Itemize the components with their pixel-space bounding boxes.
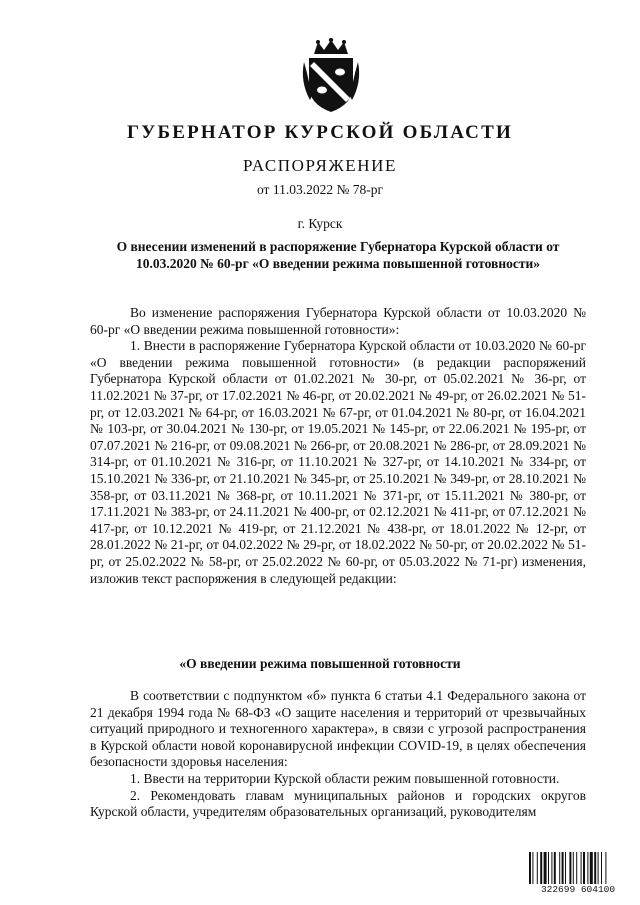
subitem-1-paragraph: 1. Ввести на территории Курской области режим повышенной готовности.	[130, 770, 560, 786]
quoted-title: «О введении режима повышенной готовности	[179, 656, 461, 671]
basis-paragraph: В соответствии с подпунктом «б» пункта 6 статьи 4.1 Федерального закона от 21 декабря 1994 года № 68-ФЗ «О защите населения и территорий от чрезвычайных ситуаций природного и техногенного характера», в связи с угрозой распространения в Курской области новой коронавирусной инфекции COVID-19, в целях обеспечения безопасности здоровья населения:	[90, 688, 586, 770]
body-part-1	[90, 305, 586, 587]
issuer-title: ГУБЕРНАТОР КУРСКОЙ ОБЛАСТИ	[127, 122, 513, 143]
intro-paragraph: Во изменение распоряжения Губернатора Курской области от 10.03.2020 № 60-рг «О введении режима повышенной готовности»:	[90, 305, 586, 337]
city-name: г. Курск	[297, 216, 343, 231]
subitem-2-paragraph: 2. Рекомендовать главам муниципальных районов и городских округов Курской области, учредителям образовательных организаций, руководителям	[90, 787, 586, 820]
barcode-number: 322699 604100	[529, 884, 627, 896]
document-type: РАСПОРЯЖЕНИЕ	[242, 156, 398, 175]
item-1-paragraph: 1. Внести в распоряжение Губернатора Курской области от 10.03.2020 № 60-рг «О введении режима повышенной готовности» (в редакции распоряжений Губернатора Курской области от 01.02.2021 № 30-рг, от 05.02.2021 № 36-рг, от 11.02.2021 № 37-рг, от 17.02.2021 № 46-рг, от 20.02.2021 № 49-рг, от 26.02.2021 № 51-рг, от 12.03.2021 № 64-рг, от 16.03.2021 № 67-рг, от 01.04.2021 № 80-рг, от 16.04.2021 № 103-рг, от 30.04.2021 № 130-рг, от 19.05.2021 № 145-рг, от 22.06.2021 № 195-рг, от 07.07.2021 № 216-рг, от 09.08.2021 № 266-рг, от 20.08.2021 № 286-рг, от 28.09.2021 № 314-рг, от 01.10.2021 № 316-рг, от 11.10.2021 № 327-рг, от 14.10.2021 № 334-рг, от 15.10.2021 № 336-рг, от 21.10.2021 № 345-рг, от 25.10.2021 № 349-рг, от 28.10.2021 № 358-рг, от 03.11.2021 № 368-рг, от 10.11.2021 № 371-рг, от 15.11.2021 № 380-рг, от 17.11.2021 № 383-рг, от 24.11.2021 № 400-рг, от 02.12.2021 № 411-рг, от 07.12.2021 № 417-рг, от 10.12.2021 № 419-рг, от 21.12.2021 № 438-рг, от 18.01.2022 № 12-рг, от 28.01.2022 № 21-рг, от 04.02.2022 № 29-рг, от 18.02.2022 № 50-рг, от 20.02.2022 № 51-рг, от 25.02.2022 № 58-рг, от 25.02.2022 № 60-рг, от 05.03.2022 № 71-рг) изменения, изложив текст распоряжения в следующей редакции:	[90, 338, 586, 586]
document-number: от 11.03.2022 № 78-рг	[256, 182, 383, 197]
document-subject: О внесении изменений в распоряжение Губернатора Курской области от 10.03.2020 № 60-рг «О введении режима повышенной готовности»	[116, 239, 560, 271]
coat-of-arms-emblem	[300, 38, 362, 114]
body-part-2	[90, 688, 586, 821]
